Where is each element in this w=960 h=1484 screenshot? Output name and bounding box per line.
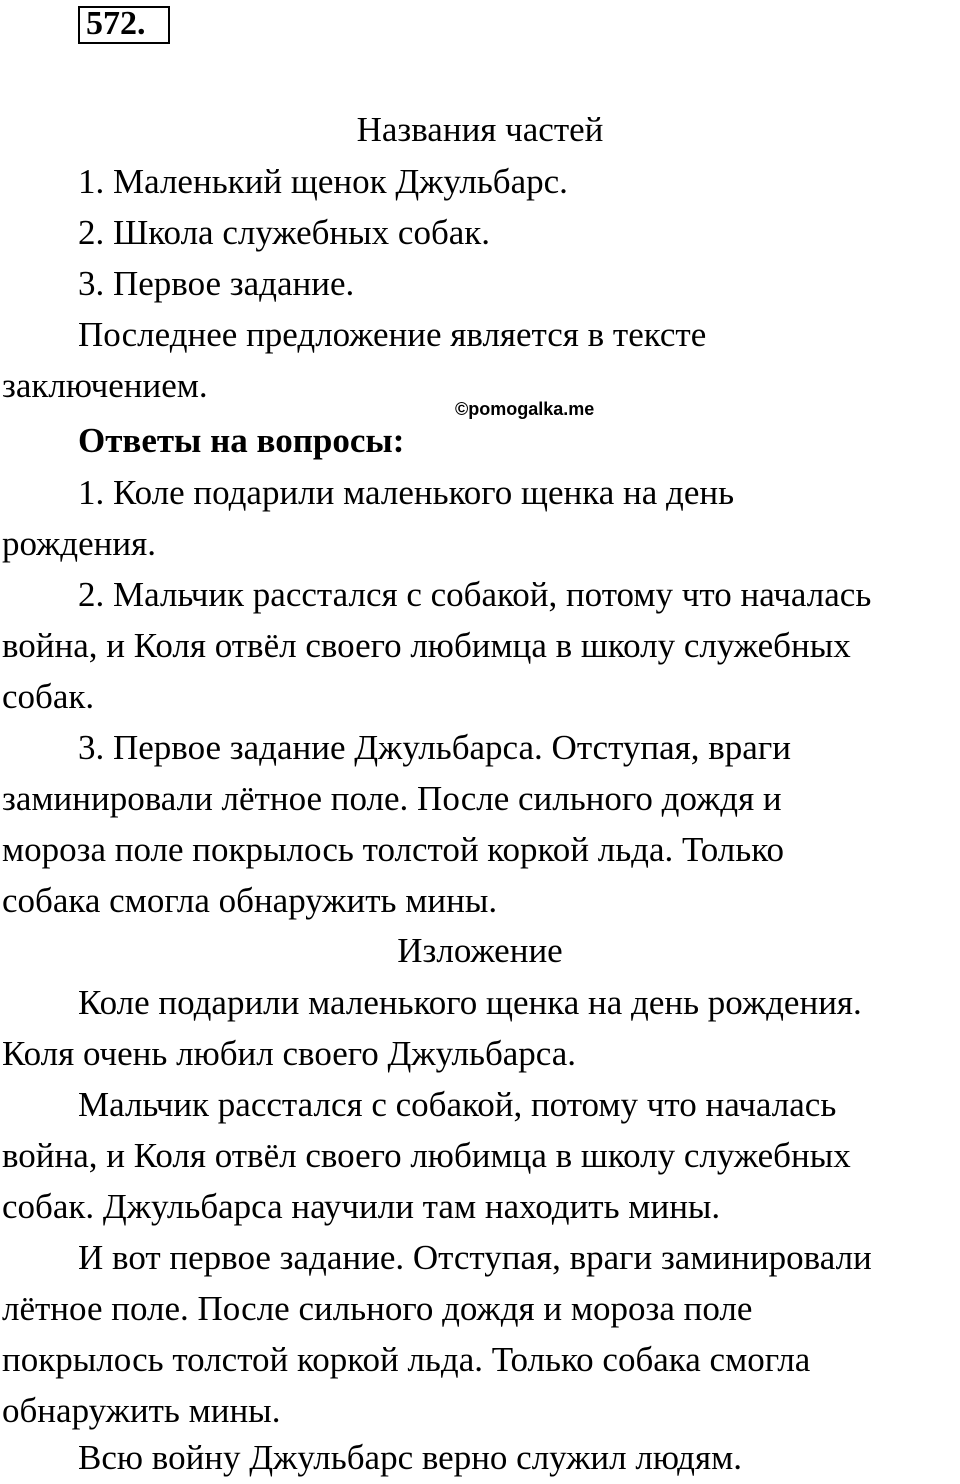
summary-p2-line-3: собак. Джульбарса научили там находить мины.	[2, 1187, 721, 1226]
summary-p1-line-2: Коля очень любил своего Джульбарса.	[2, 1034, 577, 1073]
summary-p4-line-1: Всю войну Джульбарс верно служил людям.	[78, 1438, 742, 1477]
summary-p2-line-1: Мальчик расстался с собакой, потому что началась	[78, 1085, 837, 1124]
conclusion-line-1: Последнее предложение является в тексте	[78, 315, 707, 354]
parts-heading: Названия частей	[356, 110, 604, 149]
summary-p3-line-2: лётное поле. После сильного дождя и мороза поле	[2, 1289, 753, 1328]
part-item-3: 3. Первое задание.	[78, 264, 355, 303]
summary-p1-line-1: Коле подарили маленького щенка на день рождения.	[78, 983, 862, 1022]
summary-p3-line-4: обнаружить мины.	[2, 1391, 281, 1430]
answer-1-line-1: 1. Коле подарили маленького щенка на день	[78, 473, 735, 512]
answers-heading: Ответы на вопросы:	[78, 421, 405, 460]
summary-p3-line-3: покрылось толстой коркой льда. Только собака смогла	[2, 1340, 811, 1379]
part-item-2: 2. Школа служебных собак.	[78, 213, 491, 252]
answer-3-line-3: мороза поле покрылось толстой коркой льда. Только	[2, 830, 784, 869]
answer-2-line-1: 2. Мальчик расстался с собакой, потому что началась	[78, 575, 872, 614]
answer-3-line-2: заминировали лётное поле. После сильного дождя и	[2, 779, 782, 818]
answer-2-line-2: война, и Коля отвёл своего любимца в школу служебных	[2, 626, 851, 665]
part-item-1: 1. Маленький щенок Джульбарс.	[78, 162, 568, 201]
summary-p3-line-1: И вот первое задание. Отступая, враги заминировали	[78, 1238, 872, 1277]
summary-p2-line-2: война, и Коля отвёл своего любимца в школу служебных	[2, 1136, 851, 1175]
conclusion-line-2: заключением.	[2, 366, 208, 405]
answer-2-line-3: собак.	[2, 677, 95, 716]
answer-3-line-1: 3. Первое задание Джульбарса. Отступая, враги	[78, 728, 791, 767]
task-number: 572.	[86, 5, 146, 42]
answer-3-line-4: собака смогла обнаружить мины.	[2, 881, 498, 920]
watermark: ©pomogalka.me	[455, 399, 595, 419]
answer-1-line-2: рождения.	[2, 524, 156, 563]
summary-heading: Изложение	[397, 931, 563, 970]
